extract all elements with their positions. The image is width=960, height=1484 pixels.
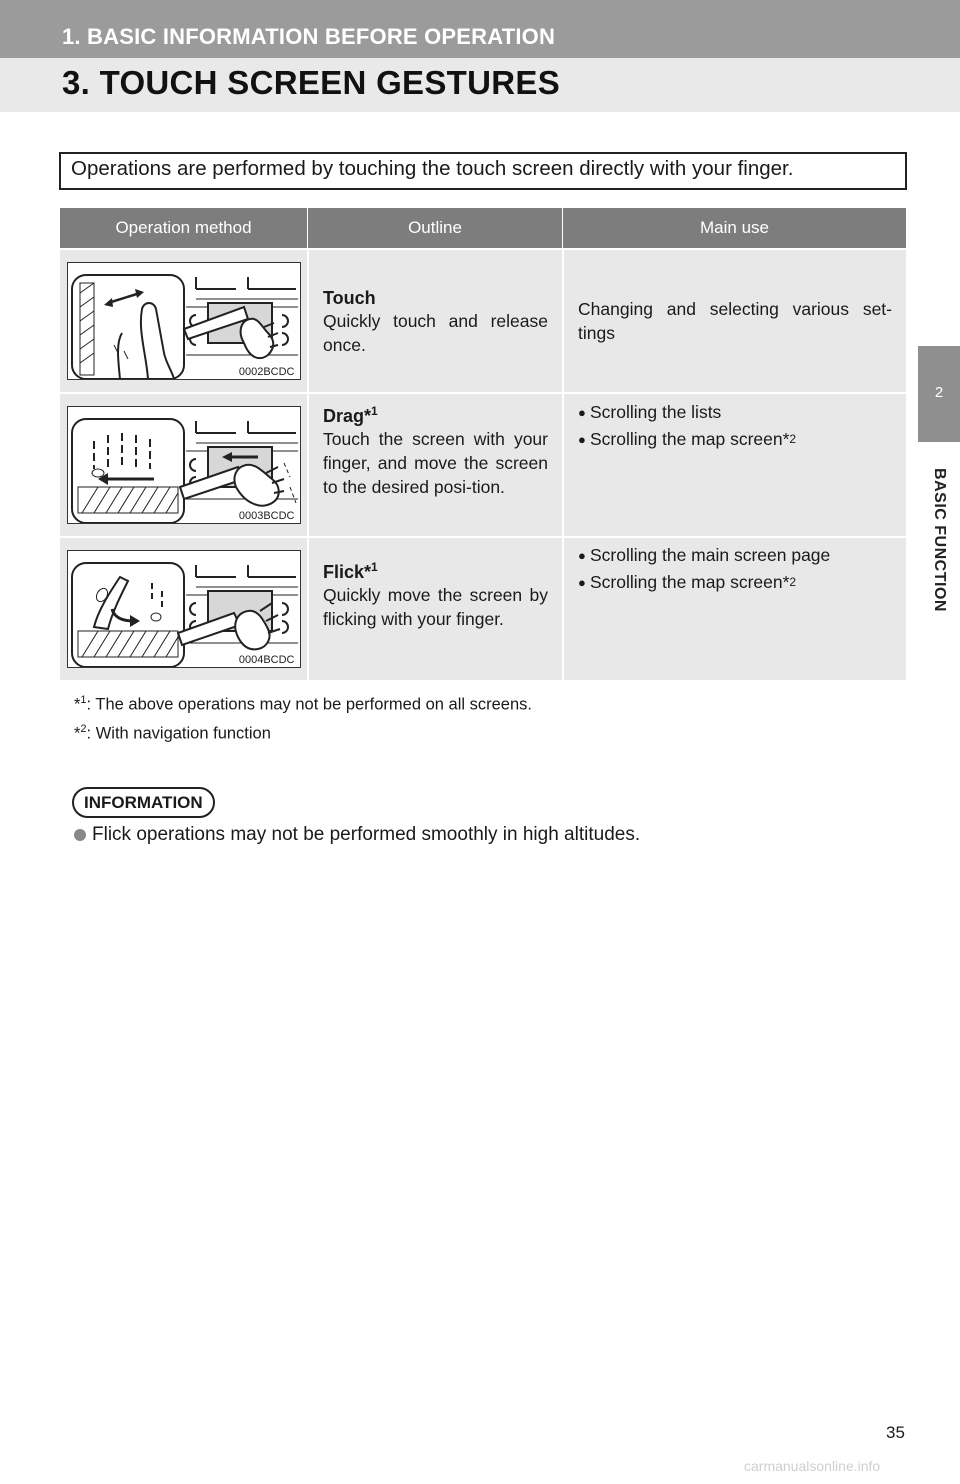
method-cell	[60, 250, 307, 392]
chapter-tab	[918, 346, 960, 442]
column-header-outline: Outline	[307, 208, 562, 248]
main-use-bullet: ● Scrolling the main screen page	[578, 545, 831, 565]
column-header-main-use: Main use	[562, 208, 906, 248]
operation-description: Touch the screen with your finger, and move the screen to the desired posi-tion.	[323, 429, 548, 497]
intro-box: Operations are performed by touching the touch screen directly with your finger.	[59, 152, 907, 190]
information-text: Flick operations may not be performed smoothly in high altitudes.	[92, 824, 641, 845]
information-badge: INFORMATION	[72, 787, 215, 818]
illustration-code: 0002BCDC	[238, 366, 295, 378]
bullet-disc-icon	[74, 829, 86, 841]
table-row-flick	[60, 536, 906, 680]
gesture-table	[60, 208, 906, 680]
main-use-bullet: ● Scrolling the lists	[578, 402, 722, 422]
touch-gesture-illustration	[67, 262, 301, 380]
table-row-touch	[60, 248, 906, 392]
operation-description: Quickly touch and release once.	[323, 311, 548, 355]
information-item	[72, 824, 640, 846]
outline-cell	[307, 250, 562, 392]
section-label: 1. BASIC INFORMATION BEFORE OPERATION	[62, 24, 556, 49]
operation-name: Drag*$^1$	[323, 404, 378, 426]
illustration-code: 0004BCDC	[238, 654, 295, 666]
table-row-drag	[60, 392, 906, 536]
outline-cell	[307, 394, 562, 536]
operation-name: Flick*$^1$	[323, 560, 378, 582]
main-use-cell	[562, 538, 906, 680]
method-cell	[60, 538, 307, 680]
column-header-method: Operation method	[115, 218, 252, 237]
operation-description: Quickly move the screen by flicking with your finger.	[323, 585, 548, 629]
page-number: 35	[886, 1423, 905, 1442]
chapter-number: 2	[934, 384, 944, 401]
table-header	[60, 208, 906, 248]
main-use-text: Changing and selecting various set-tings	[578, 299, 892, 343]
watermark: carmanualsonline.info	[744, 1458, 881, 1474]
footnotes	[74, 688, 532, 745]
main-use-cell	[562, 250, 906, 392]
main-use-cell	[562, 394, 906, 536]
illustration-code: 0003BCDC	[238, 510, 295, 522]
page-title: 3. TOUCH SCREEN GESTURES	[62, 64, 561, 101]
main-use-bullet: ● Scrolling the map screen* 2	[578, 429, 797, 449]
flick-gesture-illustration	[67, 550, 301, 668]
main-use-bullet: ● Scrolling the map screen* 2	[578, 572, 797, 592]
outline-cell	[307, 538, 562, 680]
operation-name: Touch	[323, 288, 376, 308]
method-cell	[60, 394, 307, 536]
drag-gesture-illustration	[67, 406, 301, 524]
chapter-label: BASIC FUNCTION	[931, 468, 948, 612]
footnote-1: *$^1$: The above operations may not be performed on all screens.	[74, 694, 532, 714]
footnote-2: *$^2$: With navigation function	[74, 722, 271, 742]
